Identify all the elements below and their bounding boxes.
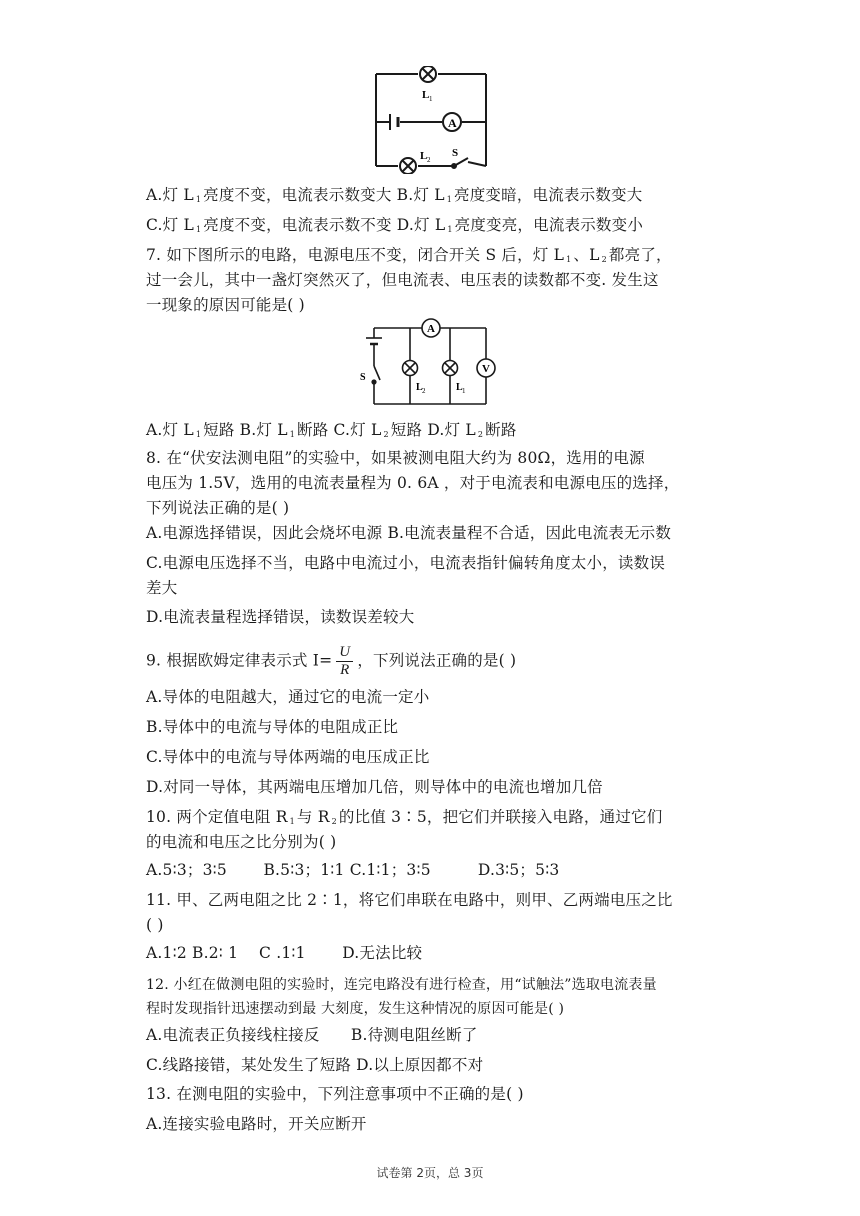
circuit-diagram-1 (368, 66, 492, 174)
lamp-l1-subscript: 1 (462, 387, 466, 395)
q8-option-ab: A.电源选择错误，因此会烧坏电源 B.电流表量程不合适，因此电流表无示数 (146, 524, 672, 542)
q13-option-a: A.连接实验电路时，开关应断开 (146, 1115, 367, 1133)
q7-stem-line3: 一现象的原因可能是( ) (146, 296, 305, 314)
q6-options-ab: A.灯 L $_1$ 亮度不变，电流表示数变大 B.灯 L $_1$ 亮度变暗，电流表示数变大 (146, 186, 643, 204)
q11-options: A.1∶2 B.2∶ 1 C .1∶1 D.无法比较 (146, 944, 423, 962)
q10-stem-line2: 的电流和电压之比分别为( ) (146, 833, 337, 851)
lamp-l2-label: L (420, 150, 428, 162)
q12-stem-line2: 程时发现指针迅速摆动到最 大刻度，发生这种情况的原因可能是( ) (146, 1001, 565, 1017)
q9-stem: 9. 根据欧姆定律表示式 I= $\frac{U}{R}$ ，下列说法正确的是( ) (146, 644, 517, 678)
q10-options: A.5∶3；3∶5 B.5∶3；1∶1 C.1∶1；3∶5 D.3∶5；5∶3 (146, 861, 560, 879)
circuit-diagram-2 (360, 318, 496, 412)
switch-label: S (452, 147, 459, 159)
switch-label: S (360, 372, 366, 383)
q7-options: A.灯 L $_1$ 短路 B.灯 L $_1$ 断路 C.灯 L $_2$ 短路 D.灯 L $_2$ 断路 (146, 421, 517, 439)
q8-stem-line3: 下列说法正确的是( ) (146, 499, 290, 517)
lamp-l2-subscript: 2 (422, 387, 426, 395)
q6-options-cd: C.灯 L $_1$ 亮度不变，电流表示数不变 D.灯 L $_1$ 亮度变亮，电流表示数变小 (146, 216, 644, 234)
q10-stem-line1: 10. 两个定值电阻 R $_1$ 与 R $_2$ 的比值 3∶5，把它们并联接入电路，通过它们 (146, 808, 663, 826)
q12-option-ab: A.电流表正负接线柱接反 B.待测电阻丝断了 (146, 1026, 478, 1044)
q8-option-d: D.电流表量程选择错误，读数误差较大 (146, 608, 415, 626)
q8-option-c-line1: C.电源电压选择不当，电路中电流过小，电流表指针偏转角度太小，读数误 (146, 554, 666, 572)
page-footer: 试卷第 2页，总 3页 (376, 1166, 484, 1180)
q9-option-a: A.导体的电阻越大，通过它的电流一定小 (146, 688, 430, 706)
ohms-law-fraction: $\frac{U}{R}$ (336, 644, 353, 679)
q9-option-c: C.导体中的电流与导体两端的电压成正比 (146, 748, 430, 766)
q11-stem-line1: 11. 甲、乙两电阻之比 2∶1，将它们串联在电路中，则甲、乙两端电压之比 (146, 891, 673, 909)
q8-stem-line1: 8. 在“伏安法测电阻”的实验中，如果被测电阻大约为 80Ω，选用的电源 (146, 449, 645, 467)
q12-option-cd: C.线路接错，某处发生了短路 D.以上原因都不对 (146, 1056, 484, 1074)
lamp-l1-label: L (422, 89, 430, 101)
ammeter-label: A (448, 116, 457, 130)
lamp-l1-label: L (456, 382, 463, 393)
q11-stem-line2: ( ) (146, 916, 164, 934)
q7-stem-line1: 7. 如下图所示的电路，电源电压不变，闭合开关 S 后，灯 L $_1$ 、L $_2$ 都亮了， (146, 246, 672, 264)
lamp-l1-subscript: 1 (429, 95, 433, 103)
q8-option-c-line2: 差大 (146, 579, 178, 597)
q9-option-d: D.对同一导体，其两端电压增加几倍，则导体中的电流也增加几倍 (146, 778, 603, 796)
q13-stem: 13. 在测电阻的实验中，下列注意事项中不正确的是( ) (146, 1085, 524, 1103)
lamp-l2-label: L (416, 382, 423, 393)
q8-stem-line2: 电压为 1.5V，选用的电流表量程为 0. 6A ，对于电流表和电源电压的选择， (146, 474, 680, 492)
voltmeter-label: V (482, 363, 490, 375)
lamp-l2-subscript: 2 (427, 156, 431, 164)
ammeter-label: A (427, 323, 435, 335)
q7-stem-line2: 过一会儿，其中一盏灯突然灭了，但电流表、电压表的读数都不变. 发生这 (146, 271, 659, 289)
q9-option-b: B.导体中的电流与导体的电阻成正比 (146, 718, 399, 736)
q12-stem-line1: 12. 小红在做测电阻的实验时，连完电路没有进行检查，用“试触法”选取电流表量 (146, 977, 657, 993)
